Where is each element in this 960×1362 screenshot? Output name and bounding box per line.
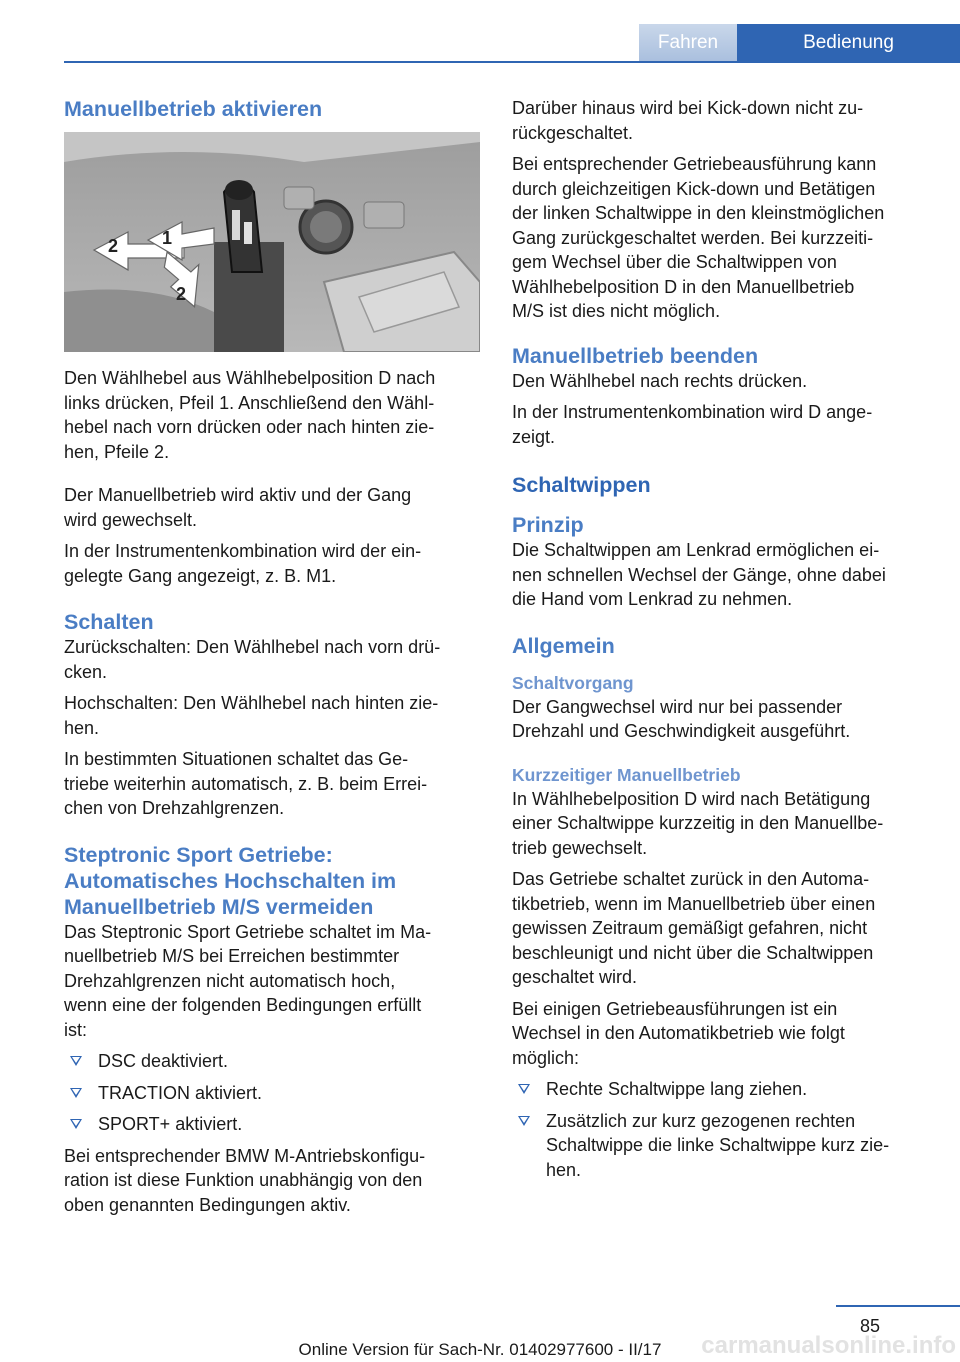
paragraph-steptronic: Das Steptronic Sport Getriebe schaltet im Ma- nuellbetrieb M/S bei Erreichen bestimmter Drehzahlgrenzen nicht automatisch hoch, wenn eine der folgenden Bedingungen erfüllt ist: bbox=[64, 921, 432, 1040]
paragraph-end-2: In der Instrumentenkombination wird D ange- zeigt. bbox=[512, 402, 873, 447]
list-item: DSC deaktiviert. bbox=[64, 1049, 480, 1074]
header-rule bbox=[64, 61, 960, 63]
arrow-label-2b: 2 bbox=[176, 284, 187, 304]
arrow-label-2a: 2 bbox=[108, 236, 119, 256]
page-number: 85 bbox=[860, 1316, 881, 1336]
bullet-triangle-icon bbox=[70, 1119, 82, 1129]
list-item: Zusätzlich zur kurz gezogenen rechten Schaltwippe die linke Schaltwippe kurz zie- hen. bbox=[512, 1109, 928, 1183]
tab-chapter[interactable]: Bedienung bbox=[737, 24, 960, 62]
gear-selector-figure bbox=[64, 132, 480, 352]
heading-activate-manual: Manuellbetrieb aktivieren bbox=[64, 97, 323, 121]
paragraph-principle: Die Schaltwippen am Lenkrad ermöglichen ei- nen schnellen Wechsel der Gänge, ohne dabei die Hand vom Lenkrad zu nehmen. bbox=[512, 540, 886, 609]
footer-rule bbox=[836, 1305, 960, 1307]
paragraph-activate-1: Den Wählhebel aus Wählhebelposition D nach links drücken, Pfeil 1. Anschließend den Wähl- hebel nach vorn drücken oder nach hinten zie- hen, Pfeile 2. bbox=[64, 368, 436, 462]
online-version-footer: Online Version für Sach-Nr. 01402977600 - II/17 bbox=[298, 1340, 662, 1359]
paragraph-end-1: Den Wählhebel nach rechts drücken. bbox=[512, 370, 808, 391]
bullet-triangle-icon bbox=[518, 1116, 530, 1126]
bullet-triangle-icon bbox=[518, 1084, 530, 1094]
heading-principle: Prinzip bbox=[512, 513, 584, 537]
watermark: carmanualsonline.info bbox=[701, 1332, 956, 1359]
heading-shift: Schalten bbox=[64, 610, 154, 634]
list-item: SPORT+ aktiviert. bbox=[64, 1112, 480, 1137]
bullet-triangle-icon bbox=[70, 1088, 82, 1098]
heading-end-manual: Manuellbetrieb beenden bbox=[512, 343, 759, 368]
paragraph-kickdown: Darüber hinaus wird bei Kick-down nicht zu- rückgeschaltet. bbox=[512, 98, 864, 143]
heading-short-manual: Kurzzeitiger Manuellbetrieb bbox=[512, 764, 741, 785]
header-tabs bbox=[639, 24, 960, 62]
heading-general: Allgemein bbox=[512, 633, 615, 658]
paragraph-short-manual-1: In Wählhebelposition D wird nach Betätigung einer Schaltwippe kurzzeitig in den Manuellbe- trieb gewechselt. bbox=[512, 788, 884, 858]
list-item: TRACTION aktiviert. bbox=[64, 1081, 480, 1106]
tab-section[interactable]: Fahren bbox=[639, 24, 737, 62]
paragraph-shift-process: Der Gangwechsel wird nur bei passender Drehzahl und Geschwindigkeit ausgeführt. bbox=[512, 696, 851, 741]
conditions-list bbox=[64, 1049, 480, 1137]
paragraph-downshift: Zurückschalten: Den Wählhebel nach vorn drü- cken. bbox=[64, 637, 441, 682]
return-auto-list bbox=[512, 1077, 928, 1182]
heading-shift-process: Schaltvorgang bbox=[512, 672, 634, 693]
paragraph-kickdown-paddle: Bei entsprechender Getriebeausführung kann durch gleichzeitigen Kick-down und Betätigen der linken Schaltwippe in den kleinstmöglichen Gang zurückgeschaltet werden. Bei kurzzeiti- gem Wechsel über die Schaltwippen von Wählhebelposition D in den Manuellbetrieb M/S ist dies nicht möglich. bbox=[512, 154, 885, 321]
paragraph-short-manual-3: Bei einigen Getriebeausführungen ist ein Wechsel in den Automatikbetrieb wie folgt möglich: bbox=[512, 998, 845, 1068]
paragraph-activate-2: Der Manuellbetrieb wird aktiv und der Gang wird gewechselt. bbox=[64, 485, 412, 530]
paragraph-activate-3: In der Instrumentenkombination wird der ein- gelegte Gang angezeigt, z. B. M1. bbox=[64, 541, 422, 586]
right-column bbox=[512, 96, 928, 1189]
left-column bbox=[64, 96, 480, 1224]
paragraph-auto-shift: In bestimmten Situationen schaltet das Ge- triebe weiterhin automatisch, z. B. beim Errei- chen von Drehzahlgrenzen. bbox=[64, 749, 428, 818]
heading-paddles: Schaltwippen bbox=[512, 473, 651, 497]
heading-steptronic: Steptronic Sport Getriebe: Automatisches Hochschalten im Manuellbetrieb M/S vermeiden bbox=[64, 842, 397, 919]
arrow-label-1: 1 bbox=[162, 228, 173, 248]
gear-selector-illustration bbox=[64, 132, 480, 352]
list-item: Rechte Schaltwippe lang ziehen. bbox=[512, 1077, 928, 1102]
paragraph-short-manual-2: Das Getriebe schaltet zurück in den Automa- tikbetrieb, wenn im Manuellbetrieb über einen gewissen Zeitraum gemäßigt gefahren, nicht beschleunigt und nicht über die Schaltwippen geschaltet wird. bbox=[512, 869, 876, 987]
paragraph-m-drive: Bei entsprechender BMW M-Antriebskonfigu- ration ist diese Funktion unabhängig von den oben genannten Bedingungen aktiv. bbox=[64, 1145, 426, 1215]
bullet-triangle-icon bbox=[70, 1056, 82, 1066]
paragraph-upshift: Hochschalten: Den Wählhebel nach hinten zie- hen. bbox=[64, 693, 439, 738]
